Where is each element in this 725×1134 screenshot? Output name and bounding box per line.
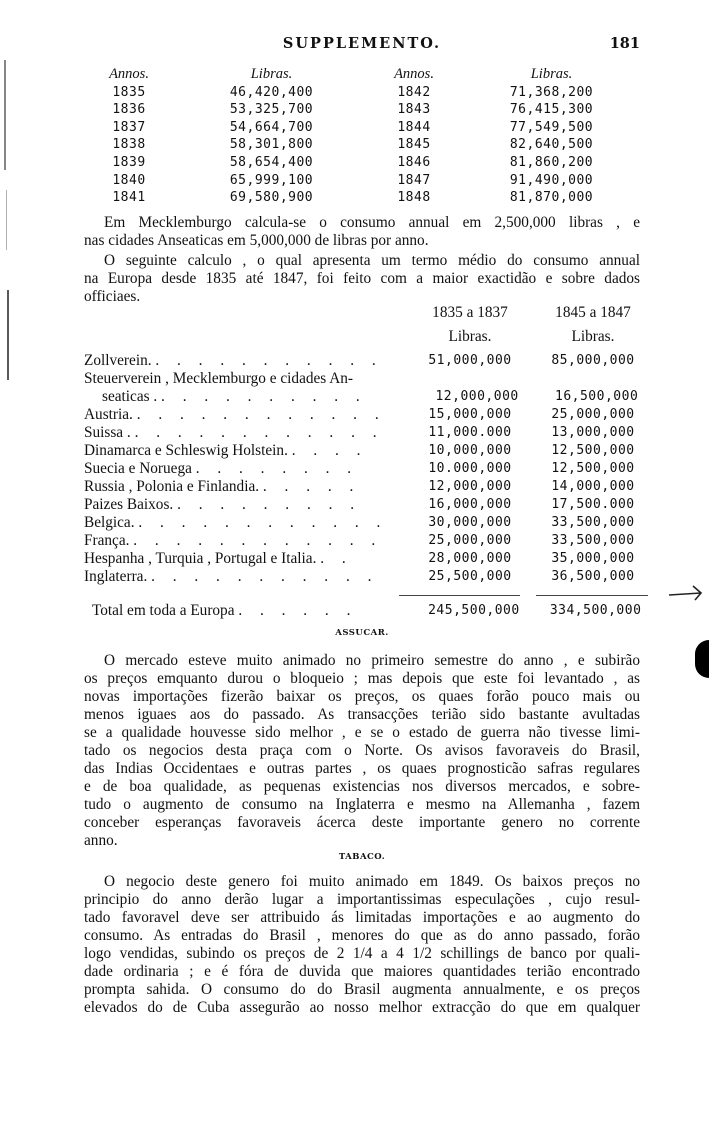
table-row (84, 352, 654, 370)
pounds-cell: 58,654,400 (229, 154, 314, 170)
total-row (84, 602, 654, 620)
text-line: O negocio deste genero foi muito animado em 1849. Os baixos preços no (104, 873, 640, 890)
pounds-cell: 81,870,000 (509, 190, 594, 206)
table-row (84, 460, 654, 478)
text-line: se a qualidade houvesse sido melhor , e se o estado de guerra não tivesse limi- (84, 724, 640, 741)
pounds-cell: 76,415,300 (509, 102, 594, 118)
section-heading-tabaco: TABACO. (338, 852, 386, 862)
left-margin-scan-mark (7, 290, 9, 380)
text-line: menos iguaes aos do passado. As transacções terião sido bastante avultadas (84, 706, 640, 723)
column-header: Libras. (250, 66, 293, 82)
value-1845-1847: 36,500,000 (551, 569, 635, 584)
dot-leader: . . (320, 550, 353, 567)
table-row (84, 370, 654, 388)
value-1845-1847: 33,500,000 (551, 533, 635, 548)
country-label: Belgica. (84, 514, 135, 531)
country-label: França. (84, 532, 130, 549)
pounds-cell: 81,860,200 (509, 154, 594, 170)
year-cell: 1837 (112, 119, 146, 135)
europe-consumption-table (84, 304, 654, 620)
text-line: conceber esperanças favoraveis ácerca deste importante genero no corrente (84, 814, 640, 831)
country-label: Steuerverein , Mecklemburgo e cidades An- (84, 370, 354, 387)
pounds-cell: 54,664,700 (229, 119, 314, 135)
text-line: tado favoravel deve ser attribuido ás limitadas importações e ao augmento do (84, 909, 640, 926)
year-cell: 1841 (112, 190, 146, 206)
dot-leader: . . . . . . . . . (177, 496, 362, 513)
text-line: principio do anno derão lugar a importantissimas especulações , cujo resul- (84, 891, 640, 908)
pounds-cell: 82,640,500 (509, 137, 594, 153)
value-1835-1837: 12,000,000 (435, 389, 519, 404)
column-header: Annos. (109, 66, 149, 82)
table-header-row (84, 66, 644, 84)
country-label: Suissa . (84, 424, 131, 441)
text-line: tudo o augmento de consumo na Inglaterra e mesmo na Allemanha , fazem (84, 796, 640, 813)
country-label: Inglaterra. (84, 568, 148, 585)
pounds-cell: 71,368,200 (509, 84, 594, 100)
period-header: 1845 a 1847 (555, 304, 631, 321)
country-label: seaticas . (102, 388, 158, 405)
value-1845-1847 (534, 370, 652, 388)
value-1835-1837: 11,000.000 (428, 425, 512, 440)
dot-leader: . . . . . . . . . . . . (134, 424, 384, 441)
text-line: consumo. As entradas do Brasil , menores do que as do anno passado, forão (84, 927, 640, 944)
unit-header: Libras. (448, 328, 492, 345)
value-1835-1837: 25,500,000 (428, 569, 512, 584)
table-row (84, 172, 644, 190)
value-1835-1837 (406, 370, 534, 388)
year-cell: 1836 (112, 102, 146, 118)
running-title: SUPPLEMENTO. (282, 35, 442, 52)
table-row (84, 154, 644, 172)
total-label: Total em toda a Europa (92, 602, 235, 619)
pounds-cell: 65,999,100 (229, 172, 314, 188)
value-1835-1837: 25,000,000 (428, 533, 512, 548)
value-1845-1847: 13,000,000 (551, 425, 635, 440)
table-row (84, 406, 654, 424)
value-1845-1847: 85,000,000 (551, 353, 635, 368)
text-line: officiaes. (84, 288, 141, 305)
pounds-cell: 69,580,900 (229, 190, 314, 206)
total-value-1845-1847: 334,500,000 (549, 603, 642, 618)
pounds-cell: 53,325,700 (229, 102, 314, 118)
table-row (84, 442, 654, 460)
section-heading-assucar: ASSUCAR. (335, 628, 389, 638)
table-row (84, 84, 644, 102)
text-line: anno. (84, 832, 118, 849)
sum-rule (536, 595, 648, 596)
dot-leader: . . . . . . . . (195, 460, 359, 477)
value-1845-1847: 12,500,000 (551, 461, 635, 476)
text-line: logo vendidas, subindo os preços de 2 1/4 a 4 1/2 schillings de banco por quali- (84, 945, 640, 962)
year-cell: 1838 (112, 137, 146, 153)
period-header-row (84, 304, 654, 322)
table-row (84, 514, 654, 532)
paragraph-assucar (84, 652, 640, 850)
country-label: Zollverein. (84, 352, 152, 369)
dot-leader: . . . . (291, 442, 368, 459)
table-row (84, 101, 644, 119)
text-line: dade ordinaria ; e é fóra de duvida que maiores quantidades terião encontrado (84, 963, 640, 980)
text-line: O seguinte calculo , o qual apresenta um termo médio do consumo annual (104, 252, 640, 269)
table-row (84, 424, 654, 442)
text-line: prompta sahida. O consumo do do Brasil augmenta annualmente, e os preços (84, 981, 640, 998)
value-1845-1847: 16,500,000 (555, 389, 639, 404)
year-cell: 1843 (397, 102, 431, 118)
table-row (84, 136, 644, 154)
text-line: novas importações fizerão baixar os preços, os quaes forão pouco mais ou (84, 688, 640, 705)
year-cell: 1839 (112, 154, 146, 170)
ink-blot (695, 640, 709, 678)
pounds-cell: 46,420,400 (229, 84, 314, 100)
paragraph-calculo (84, 252, 640, 306)
value-1835-1837: 51,000,000 (428, 353, 512, 368)
unit-header: Libras. (571, 328, 615, 345)
country-label: Austria. (84, 406, 133, 423)
table-row (84, 189, 644, 207)
value-1835-1837: 15,000,000 (428, 407, 512, 422)
page-number: 181 (609, 35, 640, 52)
text-line: elevados do de Cuba assegurão ao nosso melhor extracção do que em qualquer (84, 999, 640, 1016)
year-cell: 1835 (112, 84, 146, 100)
value-1835-1837: 10,000,000 (428, 443, 512, 458)
total-rule-row (84, 586, 654, 598)
value-1845-1847: 35,000,000 (551, 551, 635, 566)
year-cell: 1844 (397, 119, 431, 135)
text-line: os preços emquanto durou o bloqueio ; mas depois que este foi levantado , as (84, 670, 640, 687)
dot-leader: . . . . . . . . . . (161, 388, 367, 405)
value-1835-1837: 28,000,000 (428, 551, 512, 566)
dot-leader: . . . . . (262, 478, 361, 495)
country-label: Dinamarca e Schleswig Holstein. (84, 442, 288, 459)
value-1835-1837: 30,000,000 (428, 515, 512, 530)
country-label: Russia , Polonia e Finlandia. (84, 478, 260, 495)
dot-leader: . . . . . . . . . . . (155, 352, 383, 369)
value-1835-1837: 16,000,000 (428, 497, 512, 512)
table-row (84, 532, 654, 550)
value-1835-1837: 12,000,000 (428, 479, 512, 494)
text-line: na Europa desde 1835 até 1847, foi feito com a maior exactidão e sobre dados (84, 270, 640, 287)
year-cell: 1848 (397, 190, 431, 206)
year-cell: 1845 (397, 137, 431, 153)
column-header: Annos. (394, 66, 434, 82)
table-row (84, 388, 654, 406)
table-row (84, 550, 654, 568)
pounds-cell: 77,549,500 (509, 119, 594, 135)
total-value-1835-1837: 245,500,000 (428, 603, 520, 618)
margin-arrow-icon (667, 583, 707, 603)
text-line: O mercado esteve muito animado no primeiro semestre do anno , e subirão (104, 652, 640, 669)
pounds-cell: 58,301,800 (229, 137, 314, 153)
table-row (84, 119, 644, 137)
unit-header-row (84, 328, 654, 346)
pounds-cell: 91,490,000 (509, 172, 594, 188)
text-line: das Indias Occidentaes e outras partes , os quaes prognosticão safras regulares (84, 760, 640, 777)
paragraph-tabaco (84, 873, 640, 1017)
paragraph-mecklemburgo (84, 214, 640, 250)
value-1845-1847: 12,500,000 (551, 443, 635, 458)
value-1845-1847: 25,000,000 (551, 407, 635, 422)
country-label: Suecia e Noruega (84, 460, 192, 477)
left-margin-scan-mark (6, 190, 7, 250)
year-cell: 1842 (397, 84, 431, 100)
column-header: Libras. (530, 66, 573, 82)
running-header (84, 35, 640, 55)
value-1845-1847: 14,000,000 (551, 479, 635, 494)
period-header: 1835 a 1837 (432, 304, 508, 321)
dot-leader: . . . . . . . . . . . (151, 568, 379, 585)
year-cell: 1840 (112, 172, 146, 188)
value-1835-1837: 10.000,000 (428, 461, 512, 476)
dot-leader: . . . . . . (238, 602, 358, 619)
dot-leader: . . . . . . . . . . . . (136, 406, 386, 423)
table-row (84, 496, 654, 514)
text-line: tado os negocios desta praça com o Norte. Os avisos favoraveis do Brasil, (84, 742, 640, 759)
sum-rule (399, 595, 520, 596)
dot-leader: . . . . . . . . . . . . (138, 514, 388, 531)
table-row (84, 568, 654, 586)
value-1845-1847: 17,500.000 (551, 497, 635, 512)
value-1845-1847: 33,500,000 (551, 515, 635, 530)
yearly-consumption-table (84, 66, 644, 207)
text-line: e de boa qualidade, as pequenas existencias nos diversos mercados, e sobre- (84, 778, 640, 795)
year-cell: 1846 (397, 154, 431, 170)
left-margin-scan-mark (4, 60, 6, 170)
text-line: Em Mecklemburgo calcula-se o consumo annual em 2,500,000 libras , e (104, 214, 640, 231)
dot-leader: . . . . . . . . . . . . (133, 532, 383, 549)
country-label: Paizes Baixos. (84, 496, 174, 513)
text-line: nas cidades Anseaticas em 5,000,000 de libras por anno. (84, 232, 429, 249)
table-row (84, 478, 654, 496)
country-label: Hespanha , Turquia , Portugal e Italia. (84, 550, 317, 567)
year-cell: 1847 (397, 172, 431, 188)
